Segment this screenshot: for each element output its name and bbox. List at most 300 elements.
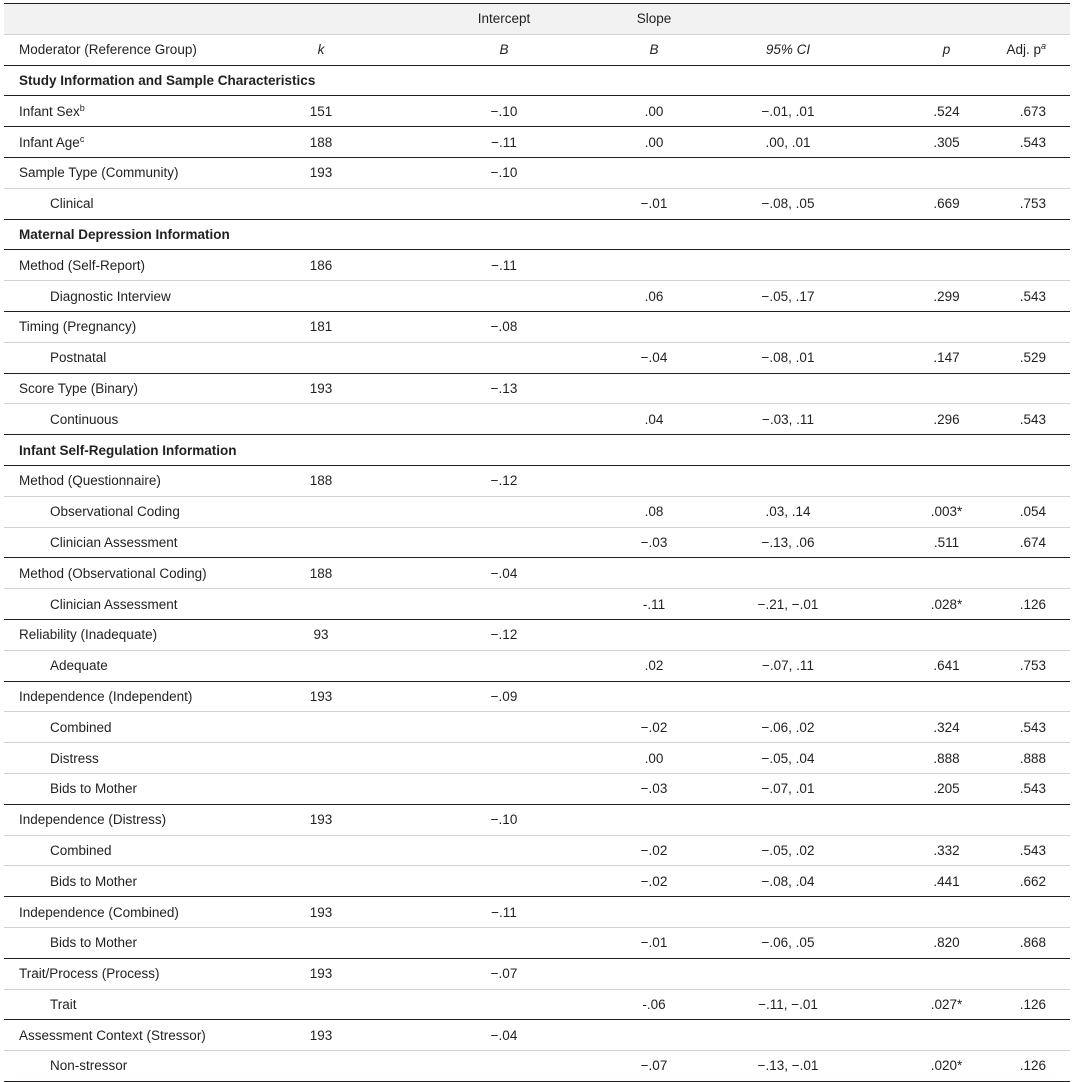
moderator-cell: [4, 681, 259, 712]
adj-p-cell: [1000, 897, 1070, 928]
table-row: [4, 927, 1070, 958]
adj-p-cell: [1000, 281, 1070, 312]
table-row: [4, 619, 1070, 650]
moderator-cell: [4, 743, 259, 774]
cell-text: Bids to Mother: [50, 935, 138, 951]
ci-cell: [683, 927, 893, 958]
table-row: [4, 558, 1070, 589]
k-cell: [259, 927, 383, 958]
k-cell: [259, 866, 383, 897]
cell-text: −.12: [490, 627, 518, 643]
slope-b-cell: [625, 897, 683, 928]
k-cell: [259, 589, 383, 620]
moderator-cell: [4, 127, 259, 158]
ci-cell: [683, 465, 893, 496]
cell-text: −.04: [490, 1027, 518, 1043]
intercept-b-cell: [383, 773, 625, 804]
intercept-b-cell: [383, 743, 625, 774]
cell-text: Infant Self-Regulation Information: [19, 442, 237, 458]
cell-text: −.09: [490, 688, 518, 704]
slope-b-cell: [625, 465, 683, 496]
cell-text: −.07, .11: [762, 658, 814, 674]
cell-text: .669: [933, 196, 960, 212]
moderator-cell: [4, 1051, 259, 1082]
cell-text: −.07: [640, 1058, 668, 1074]
cell-text: Combined: [50, 719, 112, 735]
cell-text: Method (Questionnaire): [19, 473, 161, 489]
section-header-row: [4, 219, 1070, 250]
slope-b-cell: [625, 250, 683, 281]
cell-text: −.11, −.01: [758, 996, 818, 1012]
slope-b-cell: [625, 743, 683, 774]
table-row: [4, 404, 1070, 435]
slope-b-cell: [625, 619, 683, 650]
header-adj-p: [1000, 34, 1070, 65]
cell-text: Timing (Pregnancy): [19, 319, 137, 335]
header-group-cell: [4, 4, 259, 35]
cell-text: 193: [309, 380, 333, 396]
cell-text: Non-stressor: [50, 1058, 128, 1074]
cell-text: −.08, .04: [761, 873, 815, 889]
moderator-cell: [4, 958, 259, 989]
adj-p-cell: [1000, 404, 1070, 435]
table-row: [4, 281, 1070, 312]
cell-text: Study Information and Sample Characteristics: [19, 72, 316, 88]
p-cell: [893, 311, 1000, 342]
moderator-cell: [4, 311, 259, 342]
table-row: [4, 127, 1070, 158]
slope-b-cell: [625, 127, 683, 158]
header-group-row: [4, 4, 1070, 35]
cell-text: Independence (Independent): [19, 688, 193, 704]
moderator-cell: [4, 250, 259, 281]
k-cell: [259, 989, 383, 1020]
cell-text: 151: [309, 103, 333, 119]
header-adj-p-label: Adj. p: [1006, 42, 1041, 58]
p-cell: [893, 527, 1000, 558]
header-group-cell: [683, 4, 893, 35]
slope-b-cell: [625, 281, 683, 312]
p-cell: [893, 188, 1000, 219]
intercept-b-cell: [383, 96, 625, 127]
p-cell: [893, 835, 1000, 866]
adj-p-cell: [1000, 927, 1070, 958]
p-cell: [893, 404, 1000, 435]
cell-text: −.05, .17: [761, 288, 815, 304]
k-cell: [259, 250, 383, 281]
ci-cell: [683, 65, 893, 96]
ci-cell: [683, 157, 893, 188]
cell-text: −.13, −.01: [757, 1058, 819, 1074]
intercept-b-cell: [383, 342, 625, 373]
k-cell: [259, 127, 383, 158]
adj-p-cell: [1000, 650, 1070, 681]
p-cell: [893, 712, 1000, 743]
ci-cell: [683, 897, 893, 928]
cell-text: Infant Age: [19, 134, 80, 150]
cell-text: Continuous: [50, 411, 119, 427]
cell-text: .08: [644, 504, 664, 520]
slope-b-cell: [625, 927, 683, 958]
cell-text: .662: [1019, 873, 1046, 889]
table-row: [4, 527, 1070, 558]
cell-text: −.01, .01: [761, 103, 815, 119]
cell-text: -.11: [642, 596, 666, 612]
cell-text: −.07: [490, 966, 518, 982]
k-cell: [259, 342, 383, 373]
k-cell: [259, 681, 383, 712]
intercept-b-cell: [383, 712, 625, 743]
adj-p-cell: [1000, 1020, 1070, 1051]
cell-text: −.06, .05: [761, 935, 815, 951]
table-row: [4, 342, 1070, 373]
cell-text: .205: [933, 781, 960, 797]
table-row: [4, 311, 1070, 342]
intercept-b-cell: [383, 373, 625, 404]
slope-b-cell: [625, 342, 683, 373]
cell-text: −.11: [491, 134, 517, 150]
cell-text: .00, .01: [765, 134, 811, 150]
cell-text: Method (Observational Coding): [19, 565, 207, 581]
cell-text: Adequate: [50, 658, 108, 674]
table-row: [4, 96, 1070, 127]
p-cell: [893, 773, 1000, 804]
cell-text: Trait/Process (Process): [19, 966, 160, 982]
intercept-b-cell: [383, 496, 625, 527]
cell-text: −.02: [640, 873, 668, 889]
cell-text: −.05, .04: [761, 750, 815, 766]
slope-b-cell: [625, 435, 683, 466]
cell-text: −.08, .05: [761, 196, 815, 212]
k-cell: [259, 219, 383, 250]
p-cell: [893, 465, 1000, 496]
k-cell: [259, 835, 383, 866]
cell-text: Infant Sex: [19, 103, 80, 119]
k-cell: [259, 465, 383, 496]
cell-text: .820: [933, 935, 960, 951]
p-cell: [893, 743, 1000, 774]
cell-text: -.06: [642, 996, 666, 1012]
ci-cell: [683, 712, 893, 743]
p-cell: [893, 927, 1000, 958]
p-cell: [893, 958, 1000, 989]
table-body: [4, 4, 1070, 1082]
adj-p-cell: [1000, 311, 1070, 342]
table-row: [4, 897, 1070, 928]
intercept-b-cell: [383, 589, 625, 620]
section-header-row: [4, 65, 1070, 96]
table-row: [4, 681, 1070, 712]
adj-p-cell: [1000, 127, 1070, 158]
ci-cell: [683, 373, 893, 404]
ci-cell: [683, 527, 893, 558]
cell-text: −.02: [640, 842, 668, 858]
slope-b-cell: [625, 373, 683, 404]
slope-b-cell: [625, 65, 683, 96]
intercept-b-cell: [383, 804, 625, 835]
cell-text: .543: [1019, 781, 1046, 797]
cell-text: 193: [309, 1027, 333, 1043]
moderator-cell: [4, 465, 259, 496]
ci-cell: [683, 958, 893, 989]
cell-text: .332: [933, 842, 960, 858]
moderator-cell: [4, 188, 259, 219]
cell-text: .02: [644, 658, 664, 674]
cell-text: 193: [309, 165, 333, 181]
table-row: [4, 250, 1070, 281]
moderator-cell: [4, 404, 259, 435]
p-cell: [893, 989, 1000, 1020]
adj-p-cell: [1000, 188, 1070, 219]
slope-b-cell: [625, 712, 683, 743]
moderator-cell: [4, 989, 259, 1020]
cell-text: .674: [1019, 534, 1046, 550]
p-cell: [893, 619, 1000, 650]
adj-p-cell: [1000, 958, 1070, 989]
table-row: [4, 989, 1070, 1020]
moderator-cell: [4, 835, 259, 866]
ci-cell: [683, 681, 893, 712]
k-cell: [259, 496, 383, 527]
adj-p-cell: [1000, 589, 1070, 620]
header-p: p: [942, 42, 951, 58]
cell-text: 188: [309, 134, 333, 150]
adj-p-cell: [1000, 157, 1070, 188]
moderator-cell: [4, 650, 259, 681]
table-row: [4, 712, 1070, 743]
slope-b-cell: [625, 866, 683, 897]
intercept-b-cell: [383, 866, 625, 897]
cell-text: Observational Coding: [50, 504, 180, 520]
intercept-b-cell: [383, 311, 625, 342]
adj-p-cell: [1000, 712, 1070, 743]
cell-text: .020*: [930, 1058, 963, 1074]
intercept-b-cell: [383, 250, 625, 281]
ci-cell: [683, 835, 893, 866]
intercept-b-cell: [383, 558, 625, 589]
cell-text: −.06, .02: [761, 719, 815, 735]
ci-cell: [683, 127, 893, 158]
intercept-b-cell: [383, 835, 625, 866]
cell-text: Postnatal: [50, 350, 107, 366]
intercept-b-cell: [383, 65, 625, 96]
header-group-cell: [259, 4, 383, 35]
cell-text: 193: [309, 812, 333, 828]
header-slope-b: B: [649, 42, 659, 58]
moderator-cell: [4, 1020, 259, 1051]
cell-text: .126: [1019, 596, 1046, 612]
cell-text: .641: [933, 658, 960, 674]
table-row: [4, 1020, 1070, 1051]
intercept-b-cell: [383, 281, 625, 312]
cell-text: .511: [933, 534, 960, 550]
p-cell: [893, 804, 1000, 835]
cell-text: −.05, .02: [761, 842, 815, 858]
header-intercept: Intercept: [477, 11, 531, 27]
adj-p-cell: [1000, 250, 1070, 281]
cell-text: .543: [1019, 842, 1046, 858]
cell-text: 186: [309, 257, 333, 273]
adj-p-cell: [1000, 527, 1070, 558]
table-row: [4, 804, 1070, 835]
cell-text: .054: [1019, 504, 1046, 520]
cell-text: −.08, .01: [761, 350, 815, 366]
p-cell: [893, 157, 1000, 188]
cell-text: Assessment Context (Stressor): [19, 1027, 206, 1043]
header-slope: Slope: [636, 11, 672, 27]
p-cell: [893, 681, 1000, 712]
intercept-b-cell: [383, 897, 625, 928]
intercept-b-cell: [383, 1020, 625, 1051]
p-cell: [893, 342, 1000, 373]
intercept-b-cell: [383, 157, 625, 188]
header-k: k: [317, 42, 325, 58]
adj-p-cell: [1000, 681, 1070, 712]
ci-cell: [683, 866, 893, 897]
cell-text: −.11: [491, 904, 517, 920]
table-row: [4, 188, 1070, 219]
cell-text: .543: [1019, 288, 1046, 304]
k-cell: [259, 281, 383, 312]
table-row: [4, 589, 1070, 620]
adj-p-cell: [1000, 743, 1070, 774]
moderator-cell: [4, 927, 259, 958]
p-cell: [893, 219, 1000, 250]
p-cell: [893, 650, 1000, 681]
cell-text: Independence (Combined): [19, 904, 179, 920]
cell-text: −.02: [640, 719, 668, 735]
cell-text: .04: [644, 411, 664, 427]
cell-text: Method (Self-Report): [19, 257, 146, 273]
ci-cell: [683, 219, 893, 250]
cell-text: −.13: [490, 380, 518, 396]
cell-text: 188: [309, 565, 333, 581]
p-cell: [893, 1020, 1000, 1051]
k-cell: [259, 96, 383, 127]
cell-text: .06: [644, 288, 664, 304]
k-cell: [259, 527, 383, 558]
adj-p-cell: [1000, 465, 1070, 496]
intercept-b-cell: [383, 465, 625, 496]
cell-text: .543: [1019, 411, 1046, 427]
cell-text: 193: [309, 688, 333, 704]
table-row: [4, 650, 1070, 681]
cell-text: Clinician Assessment: [50, 596, 178, 612]
moderator-cell: [4, 558, 259, 589]
intercept-b-cell: [383, 1051, 625, 1082]
k-cell: [259, 619, 383, 650]
cell-text: Diagnostic Interview: [50, 288, 171, 304]
cell-text: −.07, .01: [761, 781, 815, 797]
adj-p-cell: [1000, 989, 1070, 1020]
header-adj-p-superscript: a: [1040, 41, 1046, 52]
k-cell: [259, 804, 383, 835]
cell-text: .296: [933, 411, 960, 427]
ci-cell: [683, 558, 893, 589]
ci-cell: [683, 619, 893, 650]
section-header-row: [4, 435, 1070, 466]
cell-text: 93: [313, 627, 329, 643]
p-cell: [893, 96, 1000, 127]
cell-text: .00: [644, 134, 664, 150]
footnote-superscript: c: [79, 133, 85, 144]
table-row: [4, 373, 1070, 404]
cell-text: −.10: [490, 165, 518, 181]
moderator-cell: [4, 712, 259, 743]
moderator-cell: [4, 804, 259, 835]
cell-text: .299: [933, 288, 960, 304]
ci-cell: [683, 342, 893, 373]
cell-text: −.10: [490, 103, 518, 119]
ci-cell: [683, 1051, 893, 1082]
slope-b-cell: [625, 527, 683, 558]
slope-b-cell: [625, 989, 683, 1020]
ci-cell: [683, 281, 893, 312]
slope-b-cell: [625, 188, 683, 219]
k-cell: [259, 373, 383, 404]
ci-cell: [683, 404, 893, 435]
cell-text: .00: [644, 750, 664, 766]
intercept-b-cell: [383, 958, 625, 989]
cell-text: 193: [309, 966, 333, 982]
slope-b-cell: [625, 589, 683, 620]
k-cell: [259, 712, 383, 743]
moderator-cell: [4, 866, 259, 897]
cell-text: Score Type (Binary): [19, 380, 139, 396]
cell-text: Bids to Mother: [50, 873, 138, 889]
k-cell: [259, 773, 383, 804]
cell-text: .305: [933, 134, 960, 150]
p-cell: [893, 281, 1000, 312]
header-group-cell: [893, 4, 1000, 35]
k-cell: [259, 157, 383, 188]
cell-text: Maternal Depression Information: [19, 226, 230, 242]
ci-cell: [683, 496, 893, 527]
cell-text: 181: [309, 319, 333, 335]
cell-text: .03, .14: [765, 504, 811, 520]
ci-cell: [683, 989, 893, 1020]
cell-text: −.21, −.01: [757, 596, 819, 612]
adj-p-cell: [1000, 619, 1070, 650]
cell-text: .753: [1019, 196, 1046, 212]
cell-text: Sample Type (Community): [19, 165, 179, 181]
p-cell: [893, 589, 1000, 620]
table-row: [4, 958, 1070, 989]
moderator-cell: [4, 65, 316, 96]
slope-b-cell: [625, 650, 683, 681]
moderator-cell: [4, 897, 259, 928]
adj-p-cell: [1000, 773, 1070, 804]
k-cell: [259, 743, 383, 774]
p-cell: [893, 127, 1000, 158]
slope-b-cell: [625, 558, 683, 589]
cell-text: .324: [933, 719, 960, 735]
adj-p-cell: [1000, 866, 1070, 897]
header-ci: 95% CI: [765, 42, 811, 58]
cell-text: .126: [1019, 996, 1046, 1012]
header-group-cell: [1000, 4, 1070, 35]
p-cell: [893, 435, 1000, 466]
intercept-b-cell: [383, 435, 625, 466]
adj-p-cell: [1000, 342, 1070, 373]
slope-b-cell: [625, 804, 683, 835]
cell-text: .888: [1019, 750, 1046, 766]
table-row: [4, 496, 1070, 527]
adj-p-cell: [1000, 804, 1070, 835]
ci-cell: [683, 773, 893, 804]
intercept-b-cell: [383, 989, 625, 1020]
k-cell: [259, 958, 383, 989]
